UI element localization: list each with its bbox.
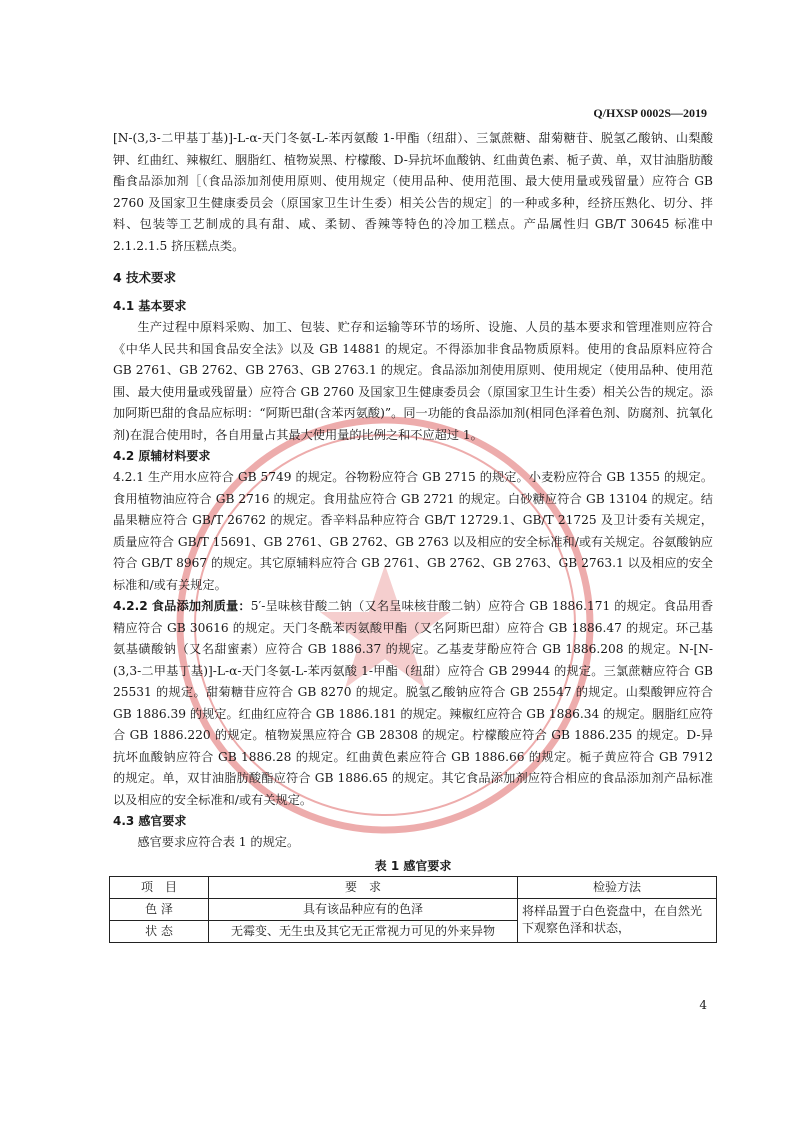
section-4-2-2-paragraph — [113, 596, 713, 811]
section-4-2-1-paragraph — [113, 467, 713, 596]
table-1-title: 表 1 感官要求 — [374, 858, 452, 873]
row-requirement: 具有该品种应有的色泽 — [209, 898, 518, 920]
clause-text: 生产用水应符合 GB 5749 的规定。谷物粉应符合 GB 2715 的规定。小麦粉应符合 GB 1355 的规定。食用植物油应符合 GB 2716 的规定。食用盐应符合 GB 2721 的规定。白砂糖应符合 GB 13104 的规定。结晶果糖应符合 GB/T 26762 的规定。香辛料品种应符合 GB/T 12729.1、GB/T 21725 及卫计委有关规定，质量应符合 GB/T 15691、GB 2761、GB 2762、GB 2763 以及相应的安全标准和/或有关规定。谷氨酸钠应符合 GB/T 8967 的规定。其它原辅料应符合 GB 2761、GB 2762、GB 2763、GB 2763.1 以及相应的安全标准和/或有关规定。 — [113, 470, 714, 592]
header-requirement: 要 求 — [209, 876, 518, 898]
section-4-1-text: 生产过程中原料采购、加工、包装、贮存和运输等环节的场所、设施、人员的基本要求和管理准则应符合《中华人民共和国食品安全法》以及 GB 14881 的规定。不得添加非食品物质原料。使用的食品原料应符合 GB 2761、GB 2762、GB 2763、GB 2763.1 的规定。食品添加剂使用原则、使用规定（使用品种、使用范围、最大使用量或残留量）应符合 GB 2760 及国家卫生健康委员会（原国家卫生计生委）相关公告的规定。添加阿斯巴甜的食品应标明：“阿斯巴甜(含苯丙氨酸)”。同一功能的食品添加剂(相同色泽着色剂、防腐剂、抗氧化剂)在混合使用时，各自用量占其最大使用量的比例之和不应超过 1。 — [113, 320, 713, 442]
clause-number: 4.2.1 — [113, 470, 145, 484]
row-item: 色 泽 — [110, 898, 209, 920]
header-method: 检验方法 — [518, 876, 717, 898]
section-4-heading: 4 技术要求 — [113, 270, 177, 285]
section-4-3-text: 感官要求应符合表 1 的规定。 — [137, 835, 300, 849]
clause-text: 5′-呈味核苷酸二钠（又名呈味核苷酸二钠）应符合 GB 1886.171 的规定。食品用香精应符合 GB 30616 的规定。天门冬酰苯丙氨酸甲酯（又名阿斯巴甜）应符合 GB 1886.47 的规定。环己基氨基磺酸钠（又名甜蜜素）应符合 GB 1886.37 的规定。乙基麦芽酚应符合 GB 1886.208 的规定。N-[N-(3,3-二甲基丁基)]-L-α-天门冬氨-L-苯丙氨酸 1-甲酯（纽甜）应符合 GB 29944 的规定。三氯蔗糖应符合 GB 25531 的规定。甜菊糖苷应符合 GB 8270 的规定。脱氢乙酸钠应符合 GB 25547 的规定。山梨酸钾应符合 GB 1886.39 的规定。红曲红应符合 GB 1886.181 的规定。辣椒红应符合 GB 1886.34 的规定。胭脂红应符合 GB 1886.220 的规定。植物炭黑应符合 GB 28308 的规定。柠檬酸应符合 GB 1886.235 的规定。D-异抗坏血酸钠应符合 GB 1886.28 的规定。红曲黄色素应符合 GB 1886.66 的规定。栀子黄应符合 GB 7912 的规定。单，双甘油脂肪酸酯应符合 GB 1886.65 的规定。其它食品添加剂应符合相应的食品添加剂产品标准以及相应的安全标准和/或有关规定。 — [113, 599, 714, 807]
row-item: 状 态 — [110, 920, 209, 942]
sensory-requirements-table — [109, 876, 717, 943]
table-row — [110, 898, 717, 920]
clause-lead: 食品添加剂质量： — [151, 599, 251, 613]
row-requirement: 无霉变、无生虫及其它无正常视力可见的外来异物 — [209, 920, 518, 942]
header-item: 项 目 — [110, 876, 209, 898]
section-4-1-heading: 4.1 基本要求 — [113, 299, 187, 313]
page-number: 4 — [699, 998, 707, 1012]
document-body — [113, 128, 713, 943]
document-id: Q/HXSP 0002S—2019 — [593, 106, 707, 120]
table-header-row — [110, 876, 717, 898]
section-4-3-heading: 4.3 感官要求 — [113, 814, 187, 828]
row-method: 将样品置于白色瓷盘中，在自然光下观察色泽和状态， — [518, 898, 717, 942]
intro-paragraph: [N-(3,3-二甲基丁基)]-L-α-天门冬氨-L-苯丙氨酸 1-甲酯（纽甜）、三氯蔗糖、甜菊糖苷、脱氢乙酸钠、山梨酸钾、红曲红、辣椒红、胭脂红、植物炭黑、柠檬酸、D-异抗坏血酸钠、红曲黄色素、栀子黄、单，双甘油脂肪酸酯食品添加剂［（食品添加剂使用原则、使用规定（使用品种、使用范围、最大使用量或残留量）应符合 GB 2760 及国家卫生健康委员会（原国家卫生计生委）相关公告的规定］的一种或多种，经挤压熟化、切分、拌料、包装等工艺制成的具有甜、咸、柔韧、香辣等特色的冷加工糕点。产品属性归 GB/T 30645 标准中 2.1.2.1.5 挤压糕点类。 — [113, 131, 713, 253]
clause-number: 4.2.2 — [113, 599, 148, 613]
section-4-2-heading: 4.2 原辅材料要求 — [113, 449, 211, 463]
